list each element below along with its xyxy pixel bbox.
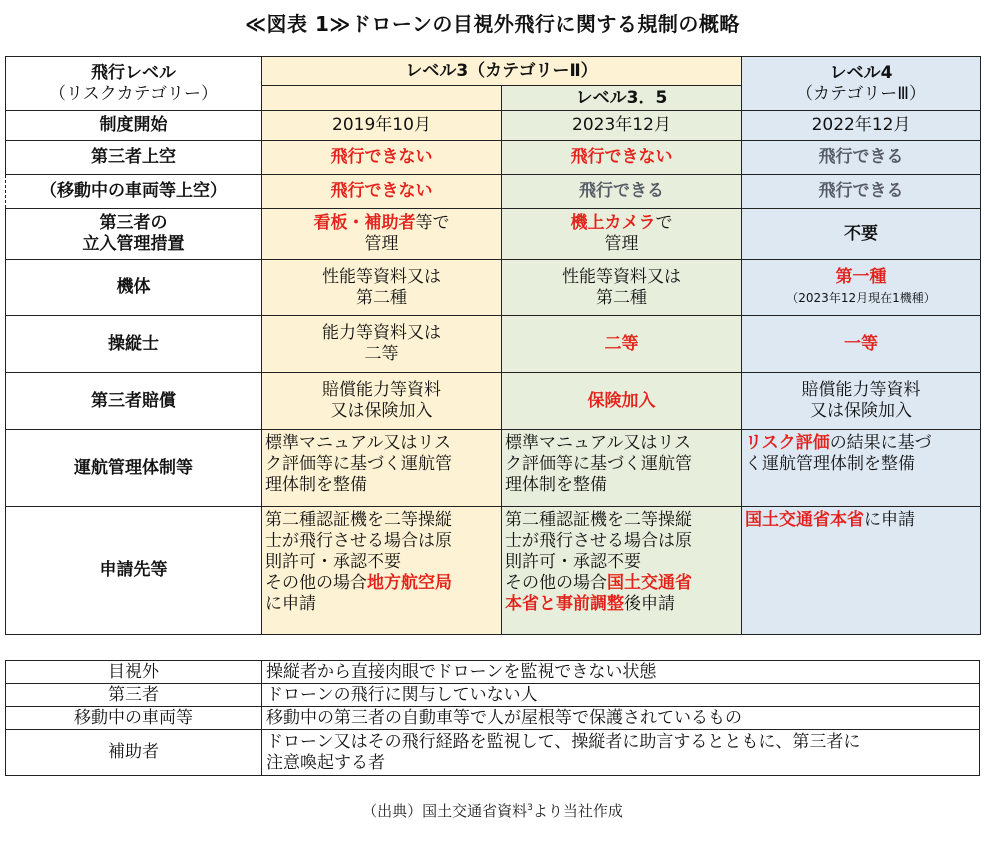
regulation-table [5,56,981,635]
row-third-party-overhead: 第三者上空 飛行できない 飛行できない 飛行できる [6,141,981,175]
row-pilot: 操縦士 能力等資料又は 二等 二等 一等 [6,316,981,373]
page-title: ≪図表 1≫ドローンの目視外飛行に関する規制の概略 [245,12,740,36]
row-vehicle-overhead: （移動中の車両等上空） 飛行できない 飛行できる 飛行できる [6,175,981,209]
definition-row: 移動中の車両等 移動中の第三者の自動車等で人が屋根等で保護されているもの [6,707,980,730]
header-level3: レベル3（カテゴリーⅡ） [262,57,742,86]
header-level4: レベル4 （カテゴリーⅢ） [742,57,981,111]
definition-row: 目視外 操縦者から直接肉眼でドローンを監視できない状態 [6,661,980,684]
header-level35: レベル3．5 [502,86,742,111]
definitions-table [5,660,980,776]
row-aircraft: 機体 性能等資料又は 第二種 性能等資料又は 第二種 第一種 （2023年12月現在1機種） [6,260,981,316]
header-flight-level: 飛行レベル （リスクカテゴリー） [6,57,262,111]
definition-row: 第三者 ドローンの飛行に関与していない人 [6,684,980,707]
source-note: （出典）国土交通省資料$^3$より当社作成 [362,802,623,820]
header-level3-spacer [262,86,502,111]
row-start: 制度開始 2019年10月 2023年12月 2022年12月 [6,111,981,141]
row-application: 申請先等 第二種認証機を二等操縦 士が飛行させる場合は原 則許可・承認不要 その他の場合地方航空局 に申請 第二種認証機を二等操縦 士が飛行させる場合は原 則許可・承認不要 その他の場合国土交通省 本省と事前調整後申請 国土交通省本省に申請 [6,507,981,635]
row-entry-control: 第三者の 立入管理措置 看板・補助者等で 管理 機上カメラで 管理 不要 [6,209,981,260]
row-liability: 第三者賠償 賠償能力等資料 又は保険加入 保険加入 賠償能力等資料 又は保険加入 [6,373,981,430]
definition-row: 補助者 ドローン又はその飛行経路を監視して、操縦者に助言するとともに、第三者に 注意喚起する者 [6,730,980,776]
row-operations: 運航管理体制等 標準マニュアル又はリス ク評価等に基づく運航管 理体制を整備 標準マニュアル又はリス ク評価等に基づく運航管 理体制を整備 リスク評価の結果に基づ く運航管理体制を整備 [6,430,981,507]
